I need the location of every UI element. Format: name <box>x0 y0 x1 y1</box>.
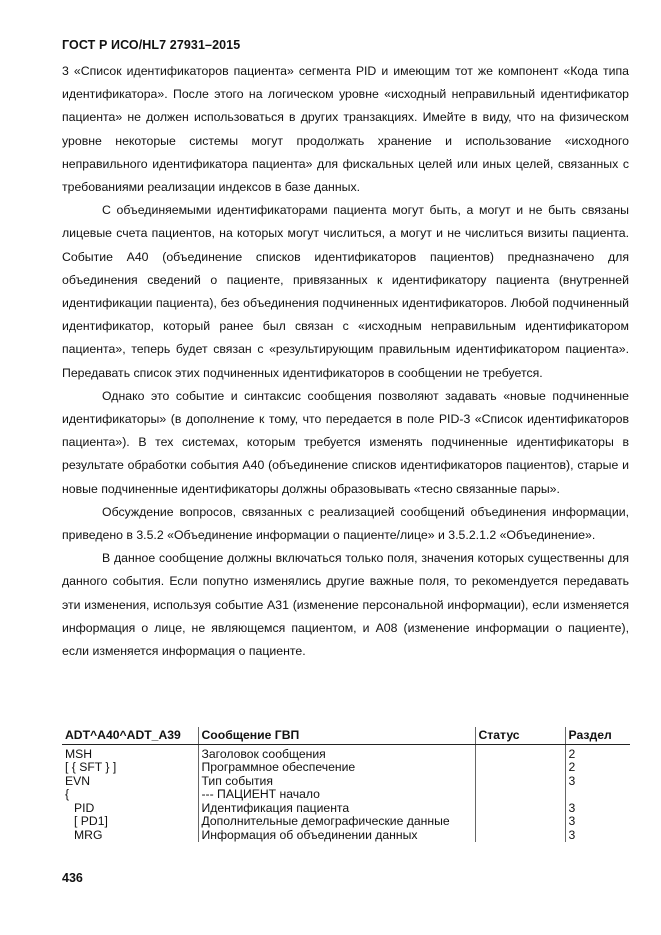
table-row <box>62 744 630 761</box>
section-cell: 3 <box>565 775 630 789</box>
section-cell: 3 <box>565 802 630 816</box>
body-text <box>62 60 629 663</box>
document-header: ГОСТ Р ИСО/HL7 27931–2015 <box>62 38 241 52</box>
table-row <box>62 761 630 775</box>
description-cell: Информация об объединении данных <box>198 829 475 843</box>
paragraph: Обсуждение вопросов, связанных с реализацией сообщений объединения информации, приведено в 3.5.2 «Объединение информации о пациенте/лице» и 3.5.2.1.2 «Объединение». <box>62 504 629 543</box>
table-row <box>62 802 630 816</box>
description-cell: Дополнительные демографические данные <box>198 815 475 829</box>
section-cell: 3 <box>565 815 630 829</box>
table-row <box>62 815 630 829</box>
segment-cell: MSH <box>65 746 93 761</box>
segment-cell: { <box>65 787 70 801</box>
status-cell <box>475 829 565 843</box>
column-header-message: ADT^A40^ADT_A39 <box>62 727 198 744</box>
table-row <box>62 788 630 802</box>
column-header-status: Статус <box>475 727 565 744</box>
table-row <box>62 775 630 789</box>
status-cell <box>475 761 565 775</box>
paragraph: 3 «Список идентификаторов пациента» сегмента PID и имеющим тот же компонент «Кода типа идентификатора». После этого на логическом уровне «исходный неправильный идентификатор пациента» не должен использоваться в других транзакциях. Имейте в виду, что на физическом уровне некоторые системы могут продолжать хранение и использование «исходного неправильного идентификатора пациента» для фискальных целей или иных целей, связанных с требованиями реализации индексов в базе данных. <box>62 64 629 195</box>
column-header-description: Сообщение ГВП <box>198 727 475 744</box>
column-header-section: Раздел <box>565 727 630 744</box>
segment-cell: PID <box>74 800 95 815</box>
section-cell: 2 <box>565 761 630 775</box>
status-cell <box>475 775 565 789</box>
table-header-row <box>62 727 630 744</box>
status-cell <box>475 802 565 816</box>
segment-cell: [ { SFT } ] <box>65 760 117 774</box>
status-cell <box>475 744 565 761</box>
paragraph: С объединяемыми идентификаторами пациента могут быть, а могут и не быть связаны лицевые счета пациентов, на которых могут числиться, а могут и не числиться визиты пациента. Событие А40 (объединение списков идентификаторов пациентов) предназначено для объединения сведений о пациенте, привязанных к идентификатору пациента (внутренней идентификации пациента), без объединения подчиненных идентификаторов. Любой подчиненный идентификатор, который ранее был связан с «исходным неправильным идентификатором пациента», теперь будет связан с «результирующим правильным идентификатором пациента». Передавать список этих подчиненных идентификаторов в сообщении не требуется. <box>62 203 629 380</box>
description-cell: Тип события <box>198 775 475 789</box>
description-cell: Программное обеспечение <box>198 761 475 775</box>
section-cell <box>565 788 630 802</box>
page-number: 436 <box>62 871 83 885</box>
segment-cell: [ PD1] <box>74 814 108 828</box>
segment-cell: MRG <box>74 827 103 842</box>
section-cell: 3 <box>565 829 630 843</box>
message-structure-table <box>62 727 630 842</box>
description-cell: --- ПАЦИЕНТ начало <box>198 788 475 802</box>
status-cell <box>475 815 565 829</box>
paragraph: Однако это событие и синтаксис сообщения позволяют задавать «новые подчиненные идентификаторы» (в дополнение к тому, что передается в поле PID-3 «Список идентификаторов пациента»). В тех системах, которым требуется изменять подчиненные идентификаторы в результате обработки события А40 (объединение списков идентификаторов пациентов), старые и новые подчиненные идентификаторы должны образовывать «тесно связанные пары». <box>62 388 629 496</box>
segment-cell: EVN <box>65 773 91 788</box>
description-cell: Заголовок сообщения <box>198 744 475 761</box>
description-cell: Идентификация пациента <box>198 802 475 816</box>
paragraph: В данное сообщение должны включаться только поля, значения которых существенны для данного события. Если попутно изменялись другие важные поля, то рекомендуется передавать эти изменения, используя событие А31 (изменение персональной информации), если изменяется информация о лице, не являющемся пациентом, и А08 (изменение информации о пациенте), если изменяется информация о пациенте. <box>62 551 629 659</box>
section-cell: 2 <box>565 744 630 761</box>
table-row <box>62 829 630 843</box>
status-cell <box>475 788 565 802</box>
